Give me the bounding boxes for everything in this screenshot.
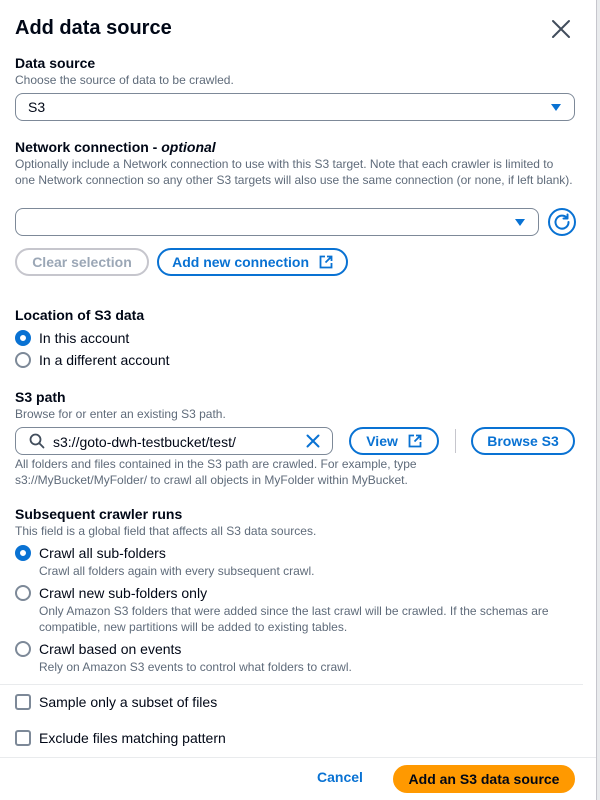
network-connection-label	[15, 138, 216, 156]
crawl-events-label: Crawl based on events	[39, 641, 182, 657]
network-connection-select[interactable]	[15, 208, 539, 236]
sample-subset-label: Sample only a subset of files	[39, 694, 218, 710]
radio-crawl-new[interactable]	[15, 585, 31, 601]
different-account-label: In a different account	[39, 352, 170, 368]
view-button[interactable]	[349, 427, 439, 455]
location-label: Location of S3 data	[15, 307, 145, 323]
search-icon	[29, 433, 45, 449]
add-new-connection-label: Add new connection	[172, 254, 309, 270]
close-icon	[550, 18, 572, 40]
optional-label: optional	[161, 139, 216, 155]
button-divider	[455, 429, 456, 453]
exclude-pattern-checkbox[interactable]	[15, 730, 31, 746]
add-new-connection-button[interactable]	[157, 248, 348, 276]
s3-path-label: S3 path	[15, 389, 66, 405]
cancel-button[interactable]: Cancel	[317, 769, 363, 785]
crawl-events-description: Rely on Amazon S3 events to control what folders to crawl.	[39, 660, 352, 674]
sample-subset-checkbox[interactable]	[15, 694, 31, 710]
close-button[interactable]	[550, 18, 572, 40]
refresh-icon	[550, 210, 574, 234]
network-connection-label-separator: -	[148, 139, 162, 155]
refresh-connections-button[interactable]	[548, 208, 576, 236]
data-source-selected: S3	[28, 99, 46, 115]
section-divider	[0, 684, 583, 685]
clear-input-icon[interactable]	[306, 434, 320, 448]
crawl-all-description: Crawl all folders again with every subsequent crawl.	[39, 564, 315, 578]
s3-path-description: Browse for or enter an existing S3 path.	[15, 407, 226, 421]
radio-different-account[interactable]	[15, 352, 31, 368]
in-this-account-label: In this account	[39, 330, 130, 346]
caret-down-icon	[515, 219, 525, 226]
network-connection-description: Optionally include a Network connection to use with this S3 target. Note that each crawler is limited to one Network connection so any other S3 targets will also use the same connection (or none, if left blank).	[15, 157, 573, 187]
crawl-new-label: Crawl new sub-folders only	[39, 585, 208, 601]
external-link-icon	[408, 434, 422, 448]
data-source-select[interactable]	[15, 93, 575, 121]
exclude-pattern-label: Exclude files matching pattern	[39, 730, 226, 746]
radio-crawl-all[interactable]	[15, 545, 31, 561]
clear-selection-button[interactable]: Clear selection	[15, 248, 149, 276]
s3-path-value: s3://goto-dwh-testbucket/test/	[53, 434, 236, 450]
radio-crawl-events[interactable]	[15, 641, 31, 657]
s3-path-hint: All folders and files contained in the S3 path are crawled. For example, type s3://MyBucket/MyFolder/ to crawl all objects in MyFolder within MyBucket.	[15, 457, 417, 487]
crawl-all-label: Crawl all sub-folders	[39, 545, 166, 561]
add-s3-data-source-button[interactable]: Add an S3 data source	[393, 765, 575, 793]
modal-header	[15, 14, 581, 44]
subsequent-runs-description: This field is a global field that affects all S3 data sources.	[15, 524, 317, 538]
view-label: View	[366, 433, 398, 449]
crawl-new-description: Only Amazon S3 folders that were added since the last crawl will be crawled. If the schemas are compatible, new partitions will be added to existing tables.	[39, 604, 549, 634]
external-link-icon	[319, 255, 333, 269]
data-source-label: Data source	[15, 55, 96, 71]
subsequent-runs-label: Subsequent crawler runs	[15, 506, 183, 522]
browse-s3-button[interactable]: Browse S3	[471, 427, 575, 455]
network-connection-label-text: Network connection	[15, 139, 149, 155]
caret-down-icon	[551, 104, 561, 111]
footer-divider	[0, 757, 597, 758]
data-source-description: Choose the source of data to be crawled.	[15, 73, 234, 87]
s3-path-input[interactable]	[15, 427, 333, 455]
modal-title: Add data source	[15, 17, 172, 39]
radio-in-this-account[interactable]	[15, 330, 31, 346]
